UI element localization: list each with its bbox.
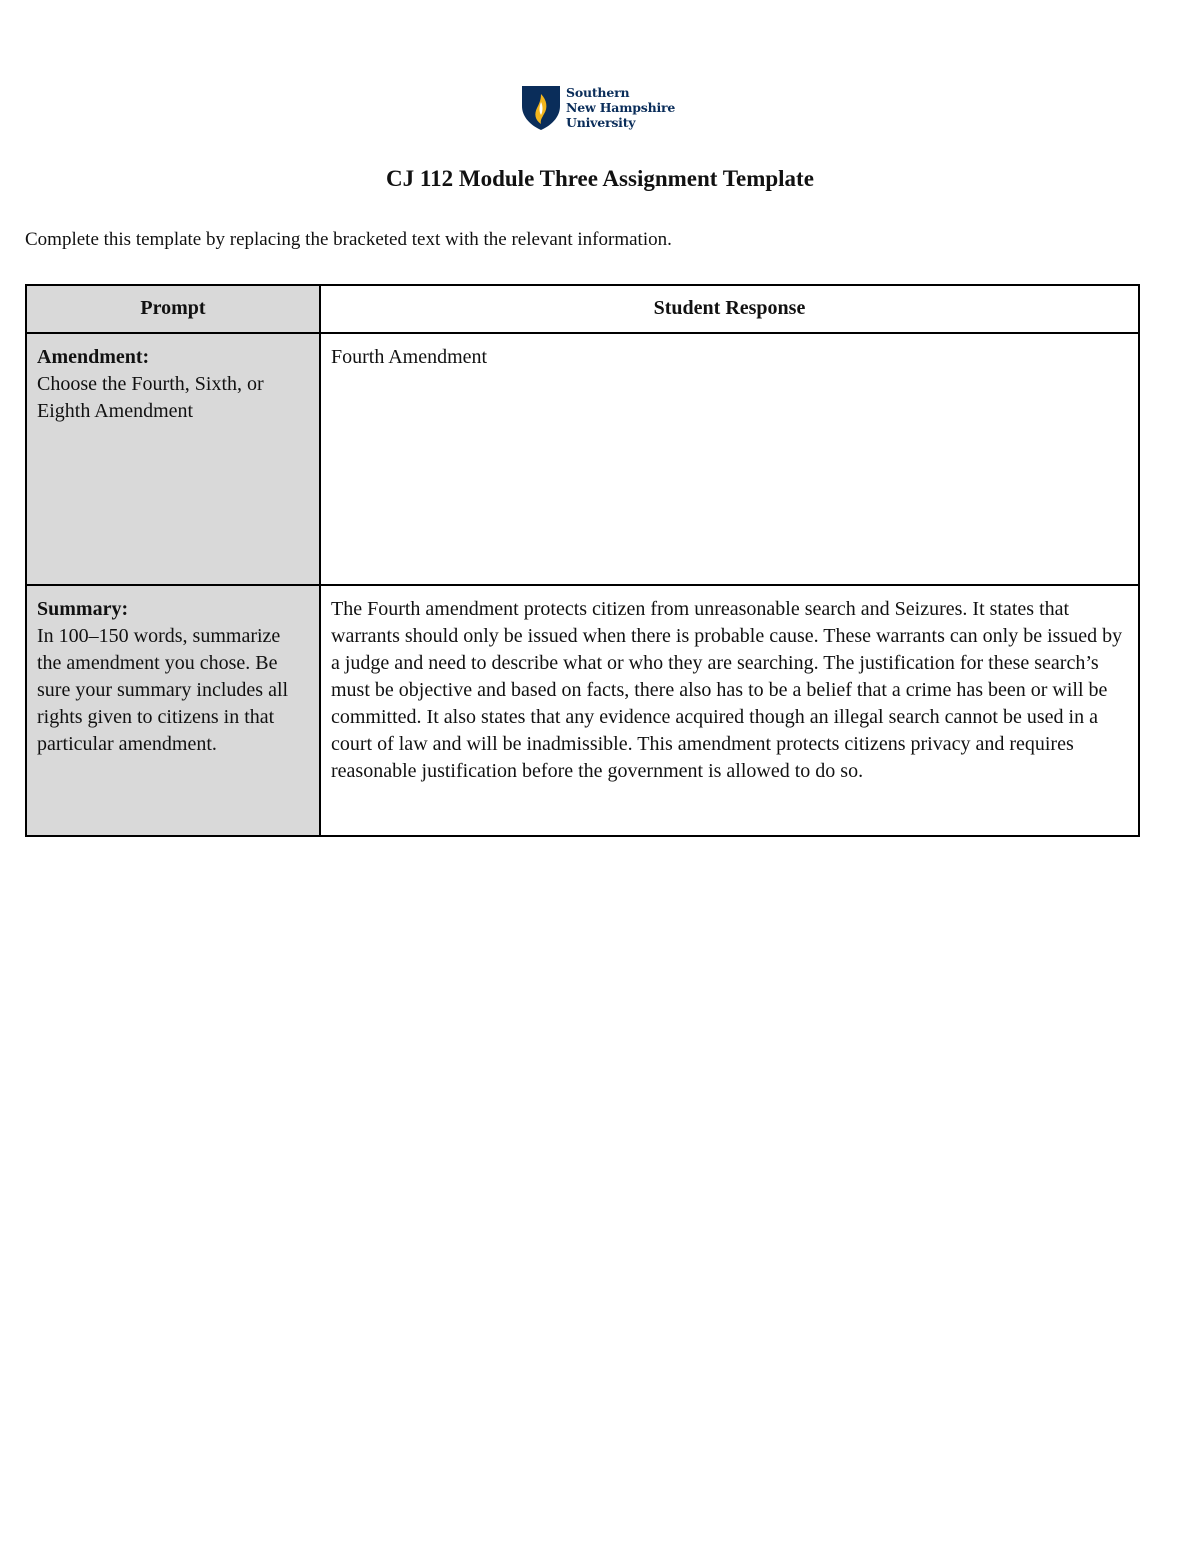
logo-line-1: Southern <box>566 85 630 100</box>
response-column-header: Student Response <box>320 285 1139 333</box>
university-logo <box>520 84 680 132</box>
prompt-label-summary: Summary: <box>37 598 129 620</box>
table-row-amendment <box>26 333 1139 585</box>
prompt-text-amendment: Choose the Fourth, Sixth, or Eighth Amendment <box>37 373 264 422</box>
prompt-column-header: Prompt <box>26 285 320 333</box>
document-title: CJ 112 Module Three Assignment Template <box>386 166 814 191</box>
response-cell-amendment[interactable]: Fourth Amendment <box>320 333 1139 585</box>
prompt-text-summary: In 100–150 words, summarize the amendment you chose. Be sure your summary includes all rights given to citizens in that particular amendment. <box>37 625 289 755</box>
response-cell-summary[interactable]: The Fourth amendment protects citizen from unreasonable search and Seizures. It states that warrants should only be issued when there is probable cause. These warrants can only be issued by a judge and need to describe what or who they are searching. The justification for these search’s must be objective and based on facts, there also has to be a belief that a crime has been or will be committed. It also states that any evidence acquired though an illegal search cannot be used in a court of law and will be inadmissible. This amendment protects citizens privacy and requires reasonable justification before the government is allowed to do so. <box>320 585 1139 836</box>
prompt-label-amendment: Amendment: <box>37 346 150 368</box>
prompt-cell-summary <box>26 585 320 836</box>
table-row-summary <box>26 585 1139 836</box>
logo-line-2: New Hampshire <box>566 100 676 115</box>
prompt-cell-amendment <box>26 333 320 585</box>
instructions-text: Complete this template by replacing the bracketed text with the relevant information. <box>25 229 672 250</box>
snhu-shield-flame-icon <box>520 84 564 132</box>
table-header-row <box>26 285 1139 333</box>
logo-line-3: University <box>566 115 636 130</box>
logo-wordmark <box>566 85 675 130</box>
assignment-table <box>25 284 1140 837</box>
